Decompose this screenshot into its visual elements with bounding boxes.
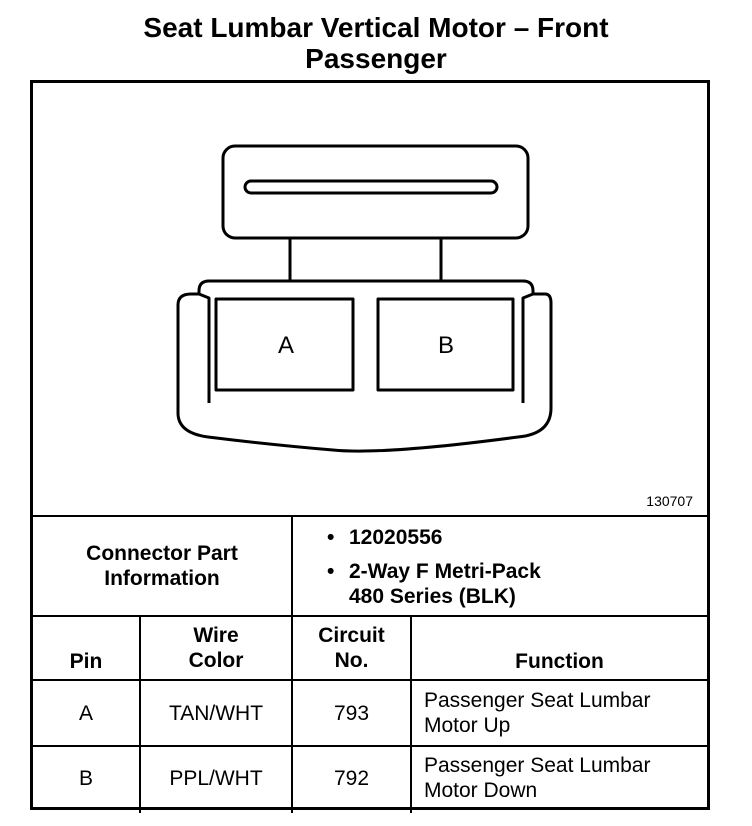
part-info-label-line1: Connector Part <box>86 542 238 565</box>
header-wire-line2: Color <box>188 649 244 672</box>
latch-slot <box>245 181 497 193</box>
connector-drawing <box>33 83 707 515</box>
row-a-function <box>412 681 707 745</box>
header-circuit <box>293 617 410 679</box>
part-info-label <box>33 517 291 615</box>
row-b-function <box>412 747 707 809</box>
wing-line-right <box>523 294 533 403</box>
divider-part-info-vertical <box>291 515 293 615</box>
wing-line-left <box>199 294 209 403</box>
cavity-b-label: B <box>437 332 455 359</box>
row-a-circuit: 793 <box>333 701 370 725</box>
title-line-2: Passenger <box>305 43 447 74</box>
header-pin: Pin <box>69 650 103 673</box>
header-wire-line1: Wire <box>193 624 239 647</box>
part-number: • 12020556 <box>325 525 695 550</box>
cavity-a-label: A <box>277 332 295 359</box>
header-wire-color <box>141 617 291 679</box>
row-a-function-line1: Passenger Seat Lumbar <box>424 689 651 712</box>
part-info-label-line2: Information <box>104 567 220 590</box>
header-circuit-line1: Circuit <box>318 624 385 647</box>
row-b-circuit: 792 <box>333 766 370 790</box>
row-a-pin: A <box>78 701 93 725</box>
header-function: Function <box>515 650 604 673</box>
row-b-wire-color: PPL/WHT <box>169 766 263 790</box>
row-a-function-line2: Motor Up <box>424 714 511 737</box>
connector-body <box>178 281 551 451</box>
connector-description-line2: 480 Series (BLK) <box>349 585 516 608</box>
figure-number: 130707 <box>646 493 693 509</box>
row-b-function-line2: Motor Down <box>424 779 538 802</box>
connector-frame <box>30 80 710 810</box>
page-title <box>0 12 752 74</box>
connector-description <box>325 559 695 609</box>
connector-description-line1: 2-Way F Metri-Pack <box>349 560 541 583</box>
row-b-pin: B <box>78 766 93 790</box>
header-circuit-line2: No. <box>334 649 369 672</box>
row-a-wire-color: TAN/WHT <box>168 701 264 725</box>
title-line-1: Seat Lumbar Vertical Motor – Front <box>143 12 609 43</box>
part-info-values <box>325 525 695 609</box>
row-b-function-line1: Passenger Seat Lumbar <box>424 754 651 777</box>
